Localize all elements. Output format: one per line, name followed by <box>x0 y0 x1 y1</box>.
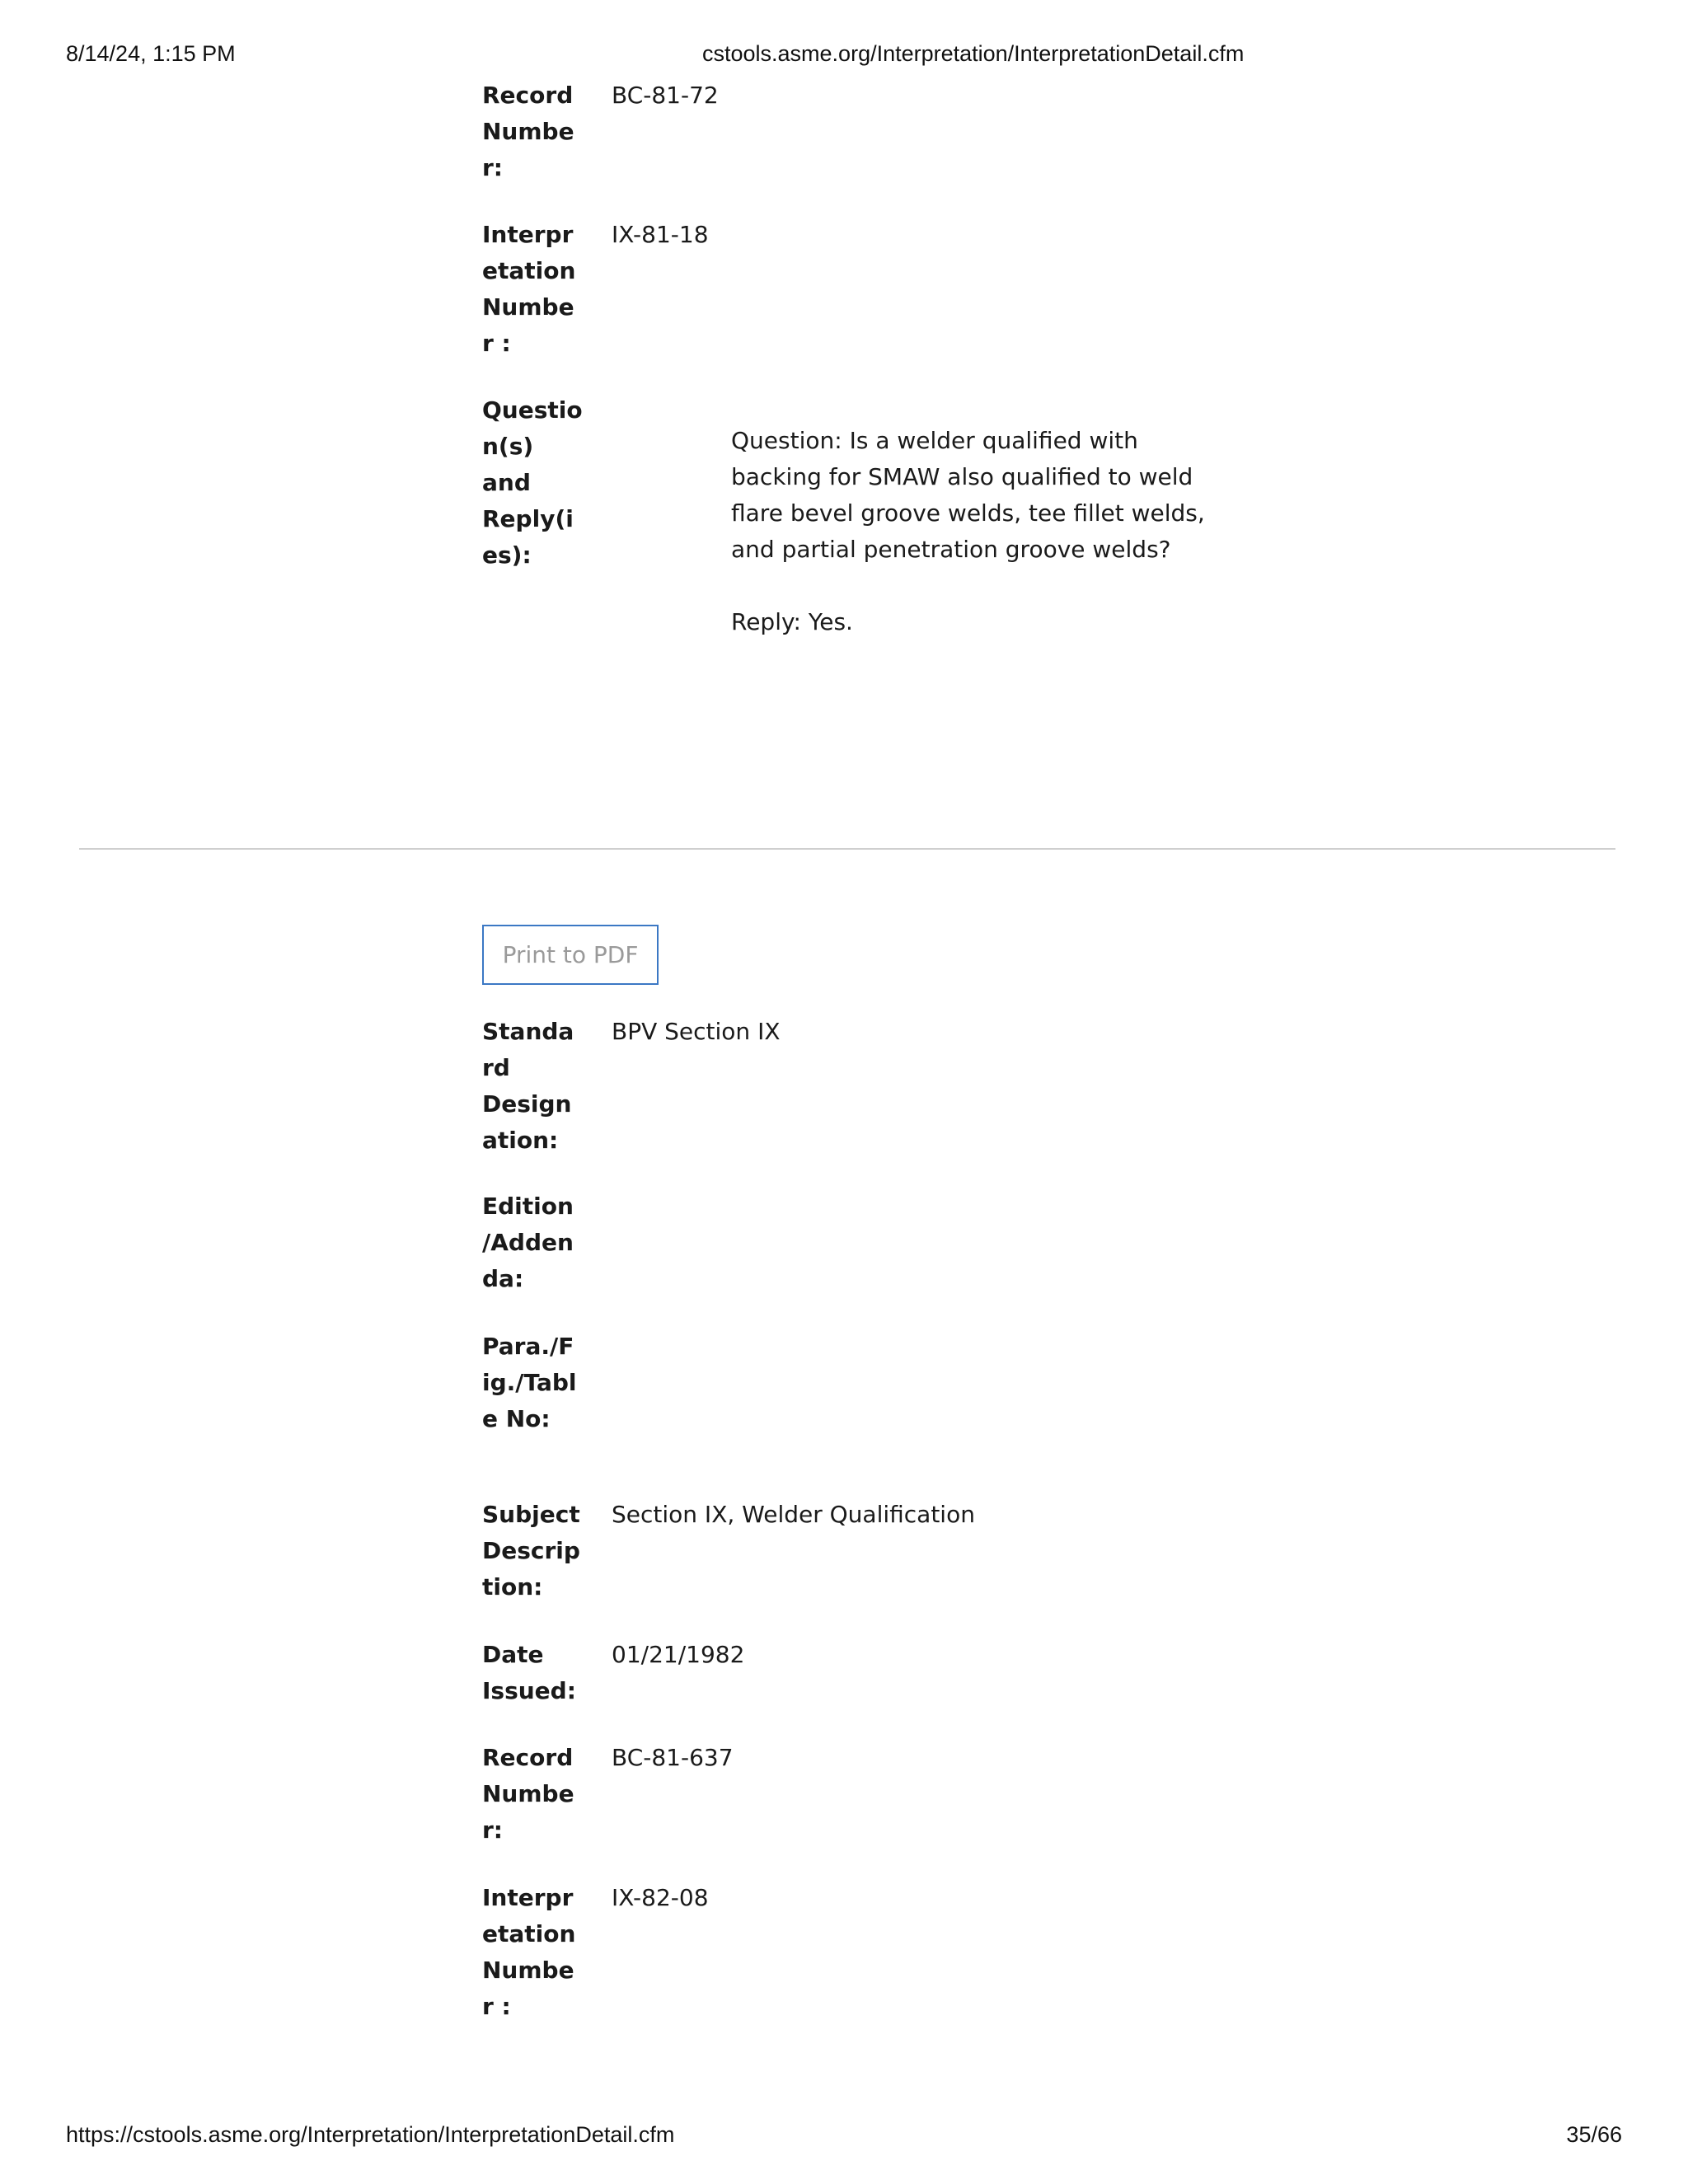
print-header-url: cstools.asme.org/Interpretation/InterpretationDetail.cfm <box>702 41 1245 66</box>
page-number: 35/66 <box>1566 2122 1622 2147</box>
print-to-pdf-button[interactable]: Print to PDF <box>482 925 659 985</box>
reply-text: Reply: Yes. <box>731 608 853 635</box>
edition-addenda-label: Edition /Adden da: <box>482 1193 574 1292</box>
interpretation-number-label: Interpr etation Numbe r : <box>482 221 576 357</box>
print-datetime: 8/14/24, 1:15 PM <box>66 41 236 66</box>
question-text: Question: Is a welder qualified with backing for SMAW also qualified to weld flare bevel groove welds, tee fillet welds, and partial penetration groove welds? <box>731 427 1205 563</box>
subject-description-label: Subject Descrip tion: <box>482 1501 580 1601</box>
date-issued-label: Date Issued: <box>482 1641 576 1704</box>
para-fig-table-label: Para./F ig./Tabl e No: <box>482 1333 577 1432</box>
print-footer-url: https://cstools.asme.org/Interpretation/InterpretationDetail.cfm <box>66 2122 675 2147</box>
record-number-label: Record Numbe r: <box>482 82 574 181</box>
standard-designation-value: BPV Section IX <box>612 1018 781 1045</box>
standard-designation-label: Standa rd Design ation: <box>482 1018 574 1154</box>
questions-replies-content <box>731 423 1226 640</box>
subject-description-value: Section IX, Welder Qualification <box>612 1501 975 1528</box>
questions-replies-label: Questio n(s) and Reply(i es): <box>482 396 583 569</box>
interpretation-number-value: IX-81-18 <box>612 221 709 248</box>
interpretation-number-value-2: IX-82-08 <box>612 1884 709 1911</box>
record-number-label-2: Record Numbe r: <box>482 1744 574 1844</box>
record-divider <box>79 848 1615 850</box>
interpretation-number-label-2: Interpr etation Numbe r : <box>482 1884 576 2020</box>
record-number-value-2: BC-81-637 <box>612 1744 734 1771</box>
date-issued-value: 01/21/1982 <box>612 1641 745 1668</box>
record-number-value: BC-81-72 <box>612 82 719 109</box>
